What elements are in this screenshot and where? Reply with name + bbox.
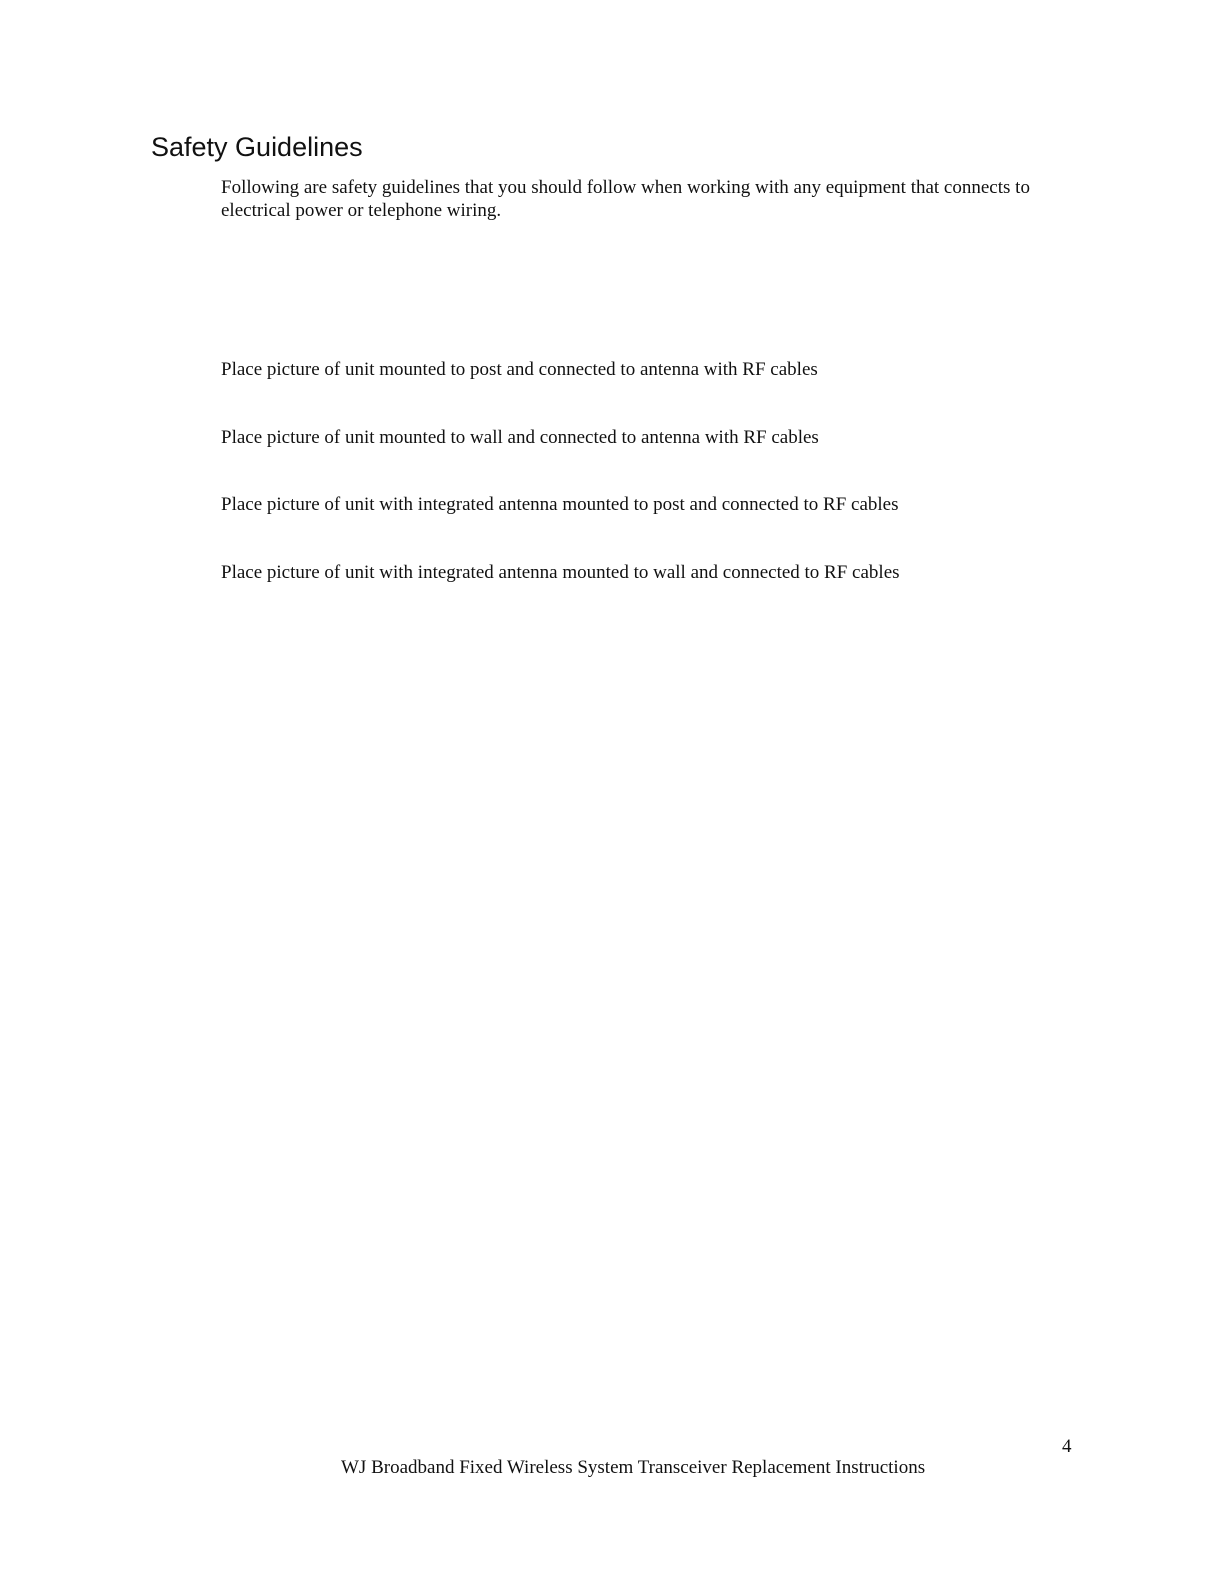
picture-placeholder-wall-antenna: Place picture of unit mounted to wall and connected to antenna with RF cables (221, 427, 819, 448)
section-heading: Safety Guidelines (151, 132, 363, 162)
footer-document-title: WJ Broadband Fixed Wireless System Transceiver Replacement Instructions (341, 1457, 926, 1478)
intro-paragraph: Following are safety guidelines that you should follow when working with any equipment that connects to electrical power or telephone wiring. (221, 177, 1030, 221)
page-number: 4 (1062, 1436, 1072, 1457)
picture-placeholder-post-antenna: Place picture of unit mounted to post and connected to antenna with RF cables (221, 359, 818, 380)
picture-placeholder-integrated-post: Place picture of unit with integrated antenna mounted to post and connected to RF cables (221, 494, 899, 515)
picture-placeholder-integrated-wall: Place picture of unit with integrated antenna mounted to wall and connected to RF cables (221, 562, 900, 583)
